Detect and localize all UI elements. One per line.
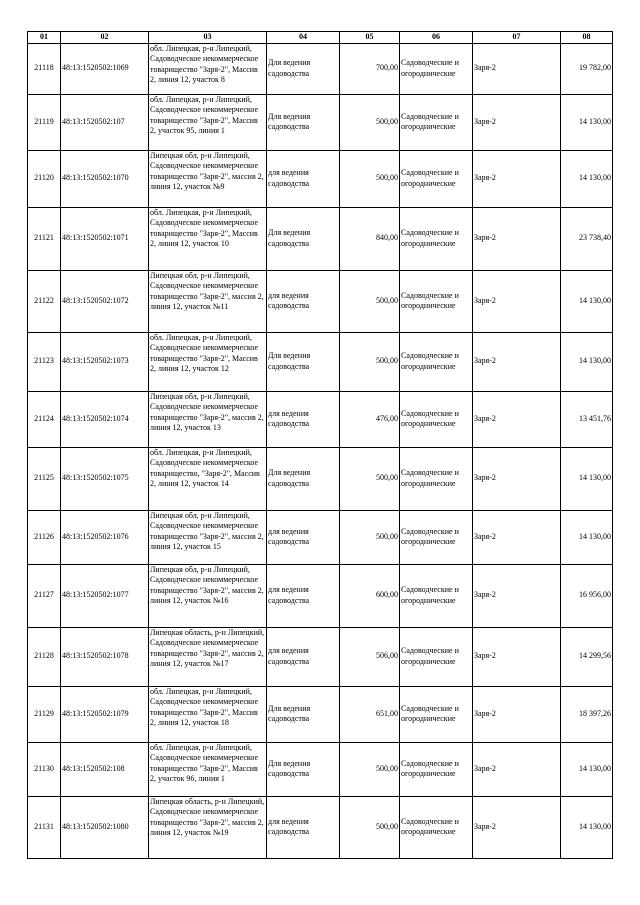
column-header: 01 (28, 32, 61, 44)
row-id-cell: 21126 (28, 510, 61, 564)
cadastral-number-cell: 48:13:1520502:1080 (61, 796, 149, 858)
address-cell (149, 150, 267, 207)
area-cell: 840,00 (340, 207, 400, 270)
cadastral-value-cell: 14 130,00 (561, 447, 613, 510)
partnership-cell: Заря-2 (473, 94, 561, 150)
land-category-cell: Садоводческие и огороднические (400, 207, 473, 270)
cadastral-number-cell: 48:13:1520502:1073 (61, 332, 149, 391)
land-category-cell: Садоводческие и огороднические (400, 447, 473, 510)
row-id-cell: 21125 (28, 447, 61, 510)
address-cell (149, 510, 267, 564)
land-category-cell: Садоводческие и огороднические (400, 332, 473, 391)
cadastral-number-cell: 48:13:1520502:1075 (61, 447, 149, 510)
table-row (28, 796, 613, 858)
table-row (28, 686, 613, 742)
area-cell: 476,00 (340, 391, 400, 447)
cadastral-number-cell: 48:13:1520502:1076 (61, 510, 149, 564)
land-category-cell: Садоводческие и огороднические (400, 564, 473, 627)
land-category-cell: Садоводческие и огороднические (400, 94, 473, 150)
address-text: обл. Липецкая, р-н Липецкий, Садоводческое некоммерческое товарищество "Заря-2", Массив 2, линия 12, участок 18 (150, 686, 259, 727)
area-cell: 600,00 (340, 564, 400, 627)
address-cell (149, 742, 267, 796)
partnership-cell: Заря-2 (473, 742, 561, 796)
purpose-cell: для ведения садоводства (267, 270, 340, 332)
partnership-cell: Заря-2 (473, 150, 561, 207)
cadastral-value-cell: 19 782,00 (561, 43, 613, 94)
table-body (28, 43, 613, 858)
cadastral-value-cell: 14 130,00 (561, 94, 613, 150)
cadastral-value-cell: 23 738,40 (561, 207, 613, 270)
row-id-cell: 21131 (28, 796, 61, 858)
cadastral-value-cell: 14 130,00 (561, 150, 613, 207)
area-cell: 500,00 (340, 447, 400, 510)
cadastral-number-cell: 48:13:1520502:1071 (61, 207, 149, 270)
partnership-cell: Заря-2 (473, 627, 561, 686)
row-id-cell: 21119 (28, 94, 61, 150)
cadastral-number-cell: 48:13:1520502:1078 (61, 627, 149, 686)
table-row (28, 43, 613, 94)
cadastral-value-cell: 14 299,56 (561, 627, 613, 686)
header-row (28, 32, 613, 44)
cadastral-value-cell: 14 130,00 (561, 270, 613, 332)
address-text: обл. Липецкая, р-н Липецкий, Садоводческое некоммерческое товарищество "Заря-2", Массив 2, линия 12, участок 10 (150, 207, 259, 248)
address-text: обл. Липецкая, р-н Липецкий, Садоводческое некоммерческое товарищество "Заря-2", Массив 2, участок 96, линия 1 (150, 742, 259, 783)
address-cell (149, 447, 267, 510)
purpose-cell: для ведения садоводства (267, 150, 340, 207)
partnership-cell: Заря-2 (473, 207, 561, 270)
column-header: 02 (61, 32, 149, 44)
land-category-cell: Садоводческие и огороднические (400, 510, 473, 564)
land-category-cell: Садоводческие и огороднические (400, 627, 473, 686)
cadastral-value-cell: 14 130,00 (561, 796, 613, 858)
purpose-cell: для ведения садоводства (267, 391, 340, 447)
cadastral-number-cell: 48:13:1520502:1072 (61, 270, 149, 332)
cadastral-value-cell: 14 130,00 (561, 510, 613, 564)
partnership-cell: Заря-2 (473, 391, 561, 447)
partnership-cell: Заря-2 (473, 564, 561, 627)
cadastral-number-cell: 48:13:1520502:1070 (61, 150, 149, 207)
column-header: 04 (267, 32, 340, 44)
purpose-cell: Для ведения садоводства (267, 43, 340, 94)
address-text: Липецкая обл, р-н Липецкий, Садоводческое некоммерческое товарищество "Заря-2", массив 2, линия 12, участок №11 (150, 270, 264, 311)
area-cell: 500,00 (340, 150, 400, 207)
partnership-cell: Заря-2 (473, 686, 561, 742)
cadastral-value-cell: 14 130,00 (561, 742, 613, 796)
land-category-cell: Садоводческие и огороднические (400, 270, 473, 332)
address-text: Липецкая обл, р-н Липецкий, Садоводческое некоммерческое товарищество "Заря-2", массив 2, линия 12, участок №16 (150, 564, 264, 605)
row-id-cell: 21127 (28, 564, 61, 627)
address-text: обл. Липецкая, р-н Липецкий, Садоводческое некоммерческое товарищество "Заря-2", Массив 2, линия 12, участок 12 (150, 332, 259, 373)
purpose-cell: для ведения садоводства (267, 796, 340, 858)
area-cell: 506,00 (340, 627, 400, 686)
land-category-cell: Садоводческие и огороднические (400, 43, 473, 94)
cadastral-number-cell: 48:13:1520502:1069 (61, 43, 149, 94)
address-text: Липецкая область, р-н Липецкий, Садоводческое некоммерческое товарищество "Заря-2", массив 2, линия 12, участок №17 (150, 627, 265, 668)
address-text: Липецкая область, р-н Липецкий, Садоводческое некоммерческое товарищество "Заря-2", массив 2, линия 12, участок №19 (150, 796, 265, 837)
column-header: 06 (400, 32, 473, 44)
table-row (28, 564, 613, 627)
address-text: Липецкая обл, р-н Липецкий, Садоводческое некоммерческое товарищество "Заря-2", массив 2, линия 12, участок 13 (150, 391, 264, 432)
area-cell: 651,00 (340, 686, 400, 742)
purpose-cell: Для ведения садоводства (267, 94, 340, 150)
row-id-cell: 21124 (28, 391, 61, 447)
column-header: 03 (149, 32, 267, 44)
table-row (28, 510, 613, 564)
table-row (28, 150, 613, 207)
address-cell (149, 564, 267, 627)
row-id-cell: 21123 (28, 332, 61, 391)
partnership-cell: Заря-2 (473, 447, 561, 510)
partnership-cell: Заря-2 (473, 796, 561, 858)
row-id-cell: 21122 (28, 270, 61, 332)
cadastral-number-cell: 48:13:1520502:1079 (61, 686, 149, 742)
address-cell (149, 332, 267, 391)
row-id-cell: 21120 (28, 150, 61, 207)
cadastral-number-cell: 48:13:1520502:107 (61, 94, 149, 150)
address-cell (149, 391, 267, 447)
table-row (28, 332, 613, 391)
table-row (28, 742, 613, 796)
partnership-cell: Заря-2 (473, 43, 561, 94)
purpose-cell: Для ведения садоводства (267, 447, 340, 510)
land-category-cell: Садоводческие и огороднические (400, 150, 473, 207)
table-row (28, 447, 613, 510)
cadastral-number-cell: 48:13:1520502:108 (61, 742, 149, 796)
address-cell (149, 207, 267, 270)
address-text: Липецкая обл, р-н Липецкий, Садоводческое некоммерческое товарищество "Заря-2", массив 2, линия 12, участок 15 (150, 510, 264, 551)
row-id-cell: 21130 (28, 742, 61, 796)
area-cell: 500,00 (340, 332, 400, 391)
purpose-cell: Для ведения садоводства (267, 332, 340, 391)
purpose-cell: Для ведения садоводства (267, 686, 340, 742)
table-row (28, 627, 613, 686)
address-cell (149, 627, 267, 686)
address-cell (149, 270, 267, 332)
address-cell (149, 796, 267, 858)
land-category-cell: Садоводческие и огороднические (400, 796, 473, 858)
partnership-cell: Заря-2 (473, 270, 561, 332)
row-id-cell: 21118 (28, 43, 61, 94)
cadastral-number-cell: 48:13:1520502:1074 (61, 391, 149, 447)
row-id-cell: 21129 (28, 686, 61, 742)
purpose-cell: для ведения садоводства (267, 564, 340, 627)
partnership-cell: Заря-2 (473, 332, 561, 391)
cadastral-value-cell: 18 397,26 (561, 686, 613, 742)
area-cell: 500,00 (340, 94, 400, 150)
cadastral-value-cell: 16 956,00 (561, 564, 613, 627)
area-cell: 500,00 (340, 742, 400, 796)
partnership-cell: Заря-2 (473, 510, 561, 564)
column-header: 05 (340, 32, 400, 44)
row-id-cell: 21128 (28, 627, 61, 686)
table-header (28, 32, 613, 44)
area-cell: 500,00 (340, 796, 400, 858)
table-row (28, 207, 613, 270)
area-cell: 500,00 (340, 510, 400, 564)
cadastral-number-cell: 48:13:1520502:1077 (61, 564, 149, 627)
purpose-cell: для ведения садоводства (267, 510, 340, 564)
area-cell: 700,00 (340, 43, 400, 94)
table-row (28, 391, 613, 447)
cadastral-value-cell: 13 451,76 (561, 391, 613, 447)
purpose-cell: Для ведения садоводства (267, 742, 340, 796)
purpose-cell: Для ведения садоводства (267, 207, 340, 270)
address-text: обл. Липецкая, р-н Липецкий, Садоводческое некоммерческое товарищество "Заря-2", Массив 2, линия 12, участок 8 (150, 43, 259, 84)
cadastral-value-cell: 14 130,00 (561, 332, 613, 391)
purpose-cell: для ведения садоводства (267, 627, 340, 686)
address-text: обл. Липецкая, р-н Липецкий, Садоводческое некоммерческое товарищество, "Заря-2", Массив 2, линия 12, участок 14 (150, 447, 260, 488)
column-header: 08 (561, 32, 613, 44)
address-cell (149, 94, 267, 150)
land-category-cell: Садоводческие и огороднические (400, 742, 473, 796)
table-row (28, 270, 613, 332)
land-plots-table (27, 31, 613, 859)
column-header: 07 (473, 32, 561, 44)
address-text: обл. Липецкая, р-н Липецкий, Садоводческое некоммерческое товарищество "Заря-2", Массив 2, участок 95, линия 1 (150, 94, 259, 135)
address-cell (149, 43, 267, 94)
address-text: Липецкая обл, р-н Липецкий, Садоводческое некоммерческое товарищество "Заря-2", массив 2, линия 12, участок №9 (150, 150, 264, 191)
address-cell (149, 686, 267, 742)
land-category-cell: Садоводческие и огороднические (400, 686, 473, 742)
table-row (28, 94, 613, 150)
land-category-cell: Садоводческие и огороднические (400, 391, 473, 447)
row-id-cell: 21121 (28, 207, 61, 270)
area-cell: 500,00 (340, 270, 400, 332)
